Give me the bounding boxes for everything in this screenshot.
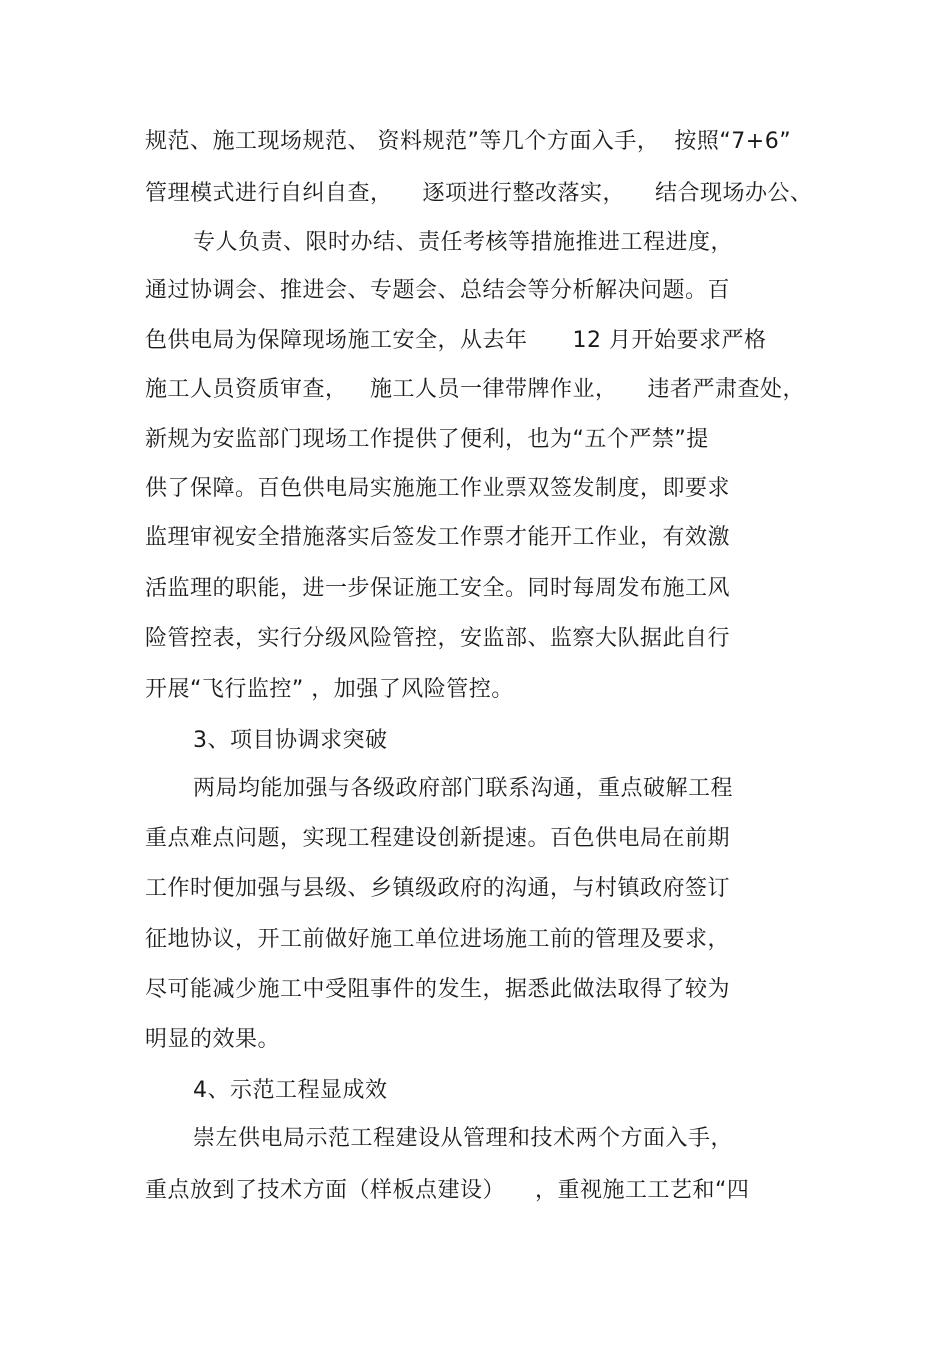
section-heading: 3、项目协调求突破 [193, 728, 388, 753]
text-line: 供了保障。百色供电局实施施工作业票双签发制度，即要求 [145, 476, 731, 501]
text-line: 监理审视安全措施落实后签发工作票才能开工作业，有效激 [145, 525, 731, 550]
text-line: 尽可能减少施工中受阻事件的发生，据悉此做法取得了较为 [145, 977, 731, 1002]
section-heading: 4、示范工程显成效 [193, 1078, 388, 1103]
text-line: 征地协议，开工前做好施工单位进场施工前的管理及要求， [145, 927, 731, 952]
text-line: 通过协调会、推进会、专题会、总结会等分析解决问题。百 [145, 278, 731, 303]
text-line: 重点难点问题，实现工程建设创新提速。百色供电局在前期 [145, 826, 731, 851]
text-line: 专人负责、限时办结、责任考核等措施推进工程进度， [193, 230, 734, 255]
text-line: 工作时便加强与县级、乡镇级政府的沟通，与村镇政府签订 [145, 876, 731, 901]
text-line: 管理模式进行自纠自查， 逐项进行整改落实， 结合现场办公、 [145, 181, 813, 206]
text-line: 崇左供电局示范工程建设从管理和技术两个方面入手， [193, 1126, 734, 1151]
text-line: 重点放到了技术方面（样板点建设） ，重视施工工艺和“四 [145, 1178, 750, 1203]
text-line: 开展“飞行监控” ，加强了风险管控。 [145, 677, 514, 702]
text-line: 施工人员资质审查， 施工人员一律带牌作业， 违者严肃查处， [145, 377, 805, 402]
text-line: 活监理的职能，进一步保证施工安全。同时每周发布施工风 [145, 576, 731, 601]
text-line: 新规为安监部门现场工作提供了便利，也为“五个严禁”提 [145, 427, 709, 452]
text-line: 两局均能加强与各级政府部门联系沟通，重点破解工程 [193, 776, 734, 801]
text-line: 色供电局为保障现场施工安全，从去年 12 月开始要求严格 [145, 328, 767, 353]
text-line: 明显的效果。 [145, 1027, 281, 1052]
text-line: 险管控表，实行分级风险管控，安监部、监察大队据此自行 [145, 626, 731, 651]
text-line: 规范、施工现场规范、 资料规范”等几个方面入手， 按照“7+6” [145, 129, 792, 154]
